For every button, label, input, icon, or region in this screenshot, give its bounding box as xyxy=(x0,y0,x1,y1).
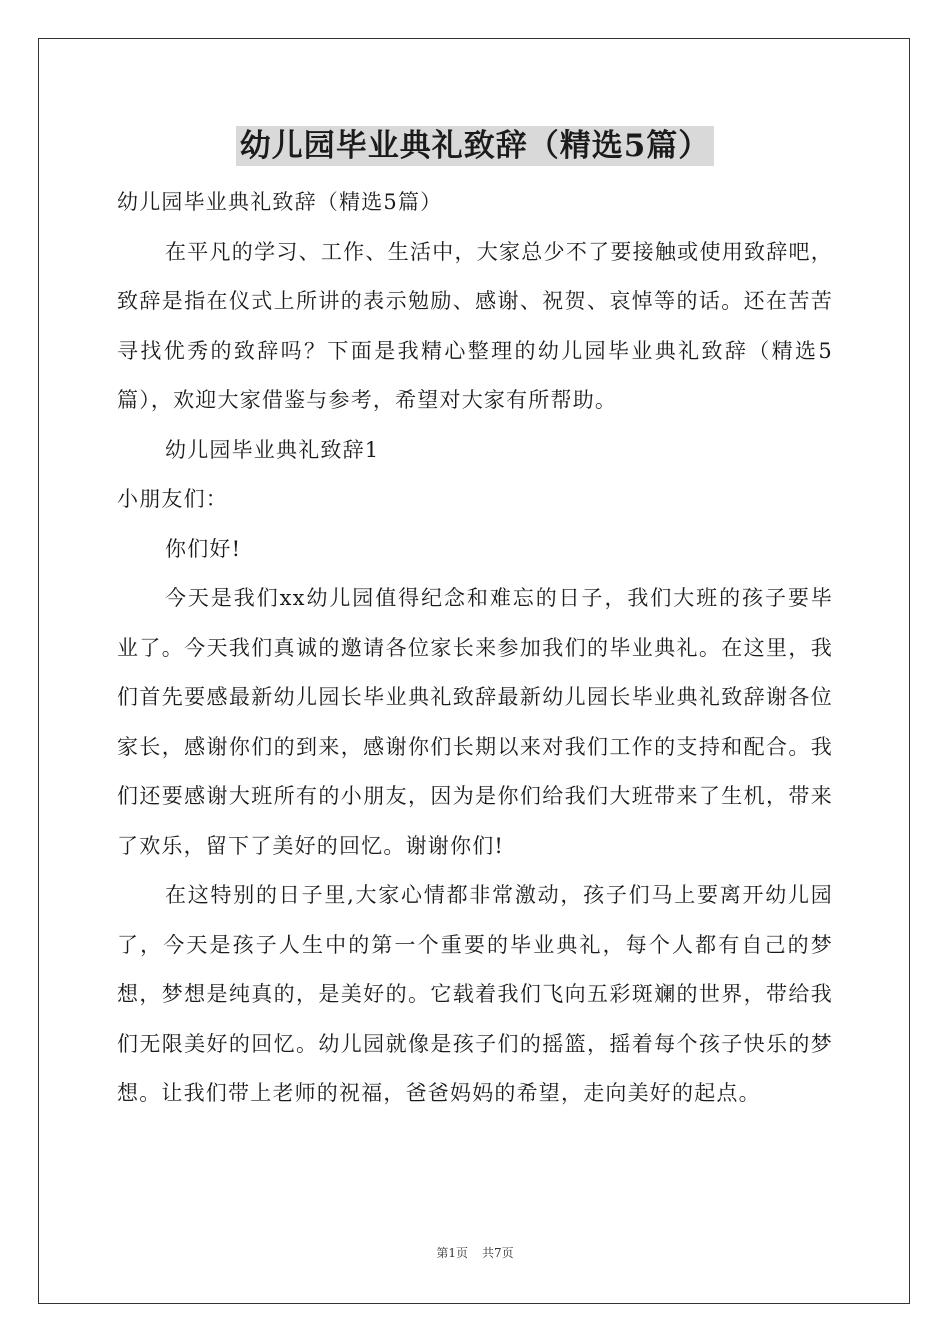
document-title: 幼儿园毕业典礼致辞（精选5篇） xyxy=(236,126,715,166)
greeting: 你们好! xyxy=(165,536,242,561)
body-paragraph: 在这特别的日子里,大家心情都非常激动，孩子们马上要离开幼儿园了，今天是孩子人生中的第一个重要的毕业典礼，每个人都有自己的梦想，梦想是纯真的，是美好的。它载着我们飞向五彩斑斓的世界，带给我们无限美好的回忆。幼儿园就像是孩子们的摇篮，摇着每个孩子快乐的梦想。让我们带上老师的祝福，爸爸妈妈的希望，走向美好的起点。 xyxy=(117,883,833,1105)
intro-paragraph: 在平凡的学习、工作、生活中，大家总少不了要接触或使用致辞吧，致辞是指在仪式上所讲的表示勉励、感谢、祝贺、哀悼等的话。还在苦苦寻找优秀的致辞吗？下面是我精心整理的幼儿园毕业典礼致辞（精选5篇），欢迎大家借鉴与参考，希望对大家有所帮助。 xyxy=(117,239,833,412)
page-footer xyxy=(0,1244,950,1261)
page-number: 第1页 xyxy=(436,1246,468,1260)
body-paragraph: 今天是我们xx幼儿园值得纪念和难忘的日子，我们大班的孩子要毕业了。今天我们真诚的邀请各位家长来参加我们的毕业典礼。在这里，我们首先要感最新幼儿园长毕业典礼致辞最新幼儿园长毕业典礼致辞谢各位家长，感谢你们的到来，感谢你们长期以来对我们工作的支持和配合。我们还要感谢大班所有的小朋友，因为是你们给我们大班带来了生机，带来了欢乐，留下了美好的回忆。谢谢你们! xyxy=(117,586,833,858)
section-heading: 幼儿园毕业典礼致辞1 xyxy=(165,437,380,462)
title-container xyxy=(0,126,950,166)
document-body xyxy=(117,178,833,1119)
document-subtitle: 幼儿园毕业典礼致辞（精选5篇） xyxy=(117,190,443,214)
salutation: 小朋友们： xyxy=(117,487,228,511)
page-total: 共7页 xyxy=(482,1246,514,1260)
